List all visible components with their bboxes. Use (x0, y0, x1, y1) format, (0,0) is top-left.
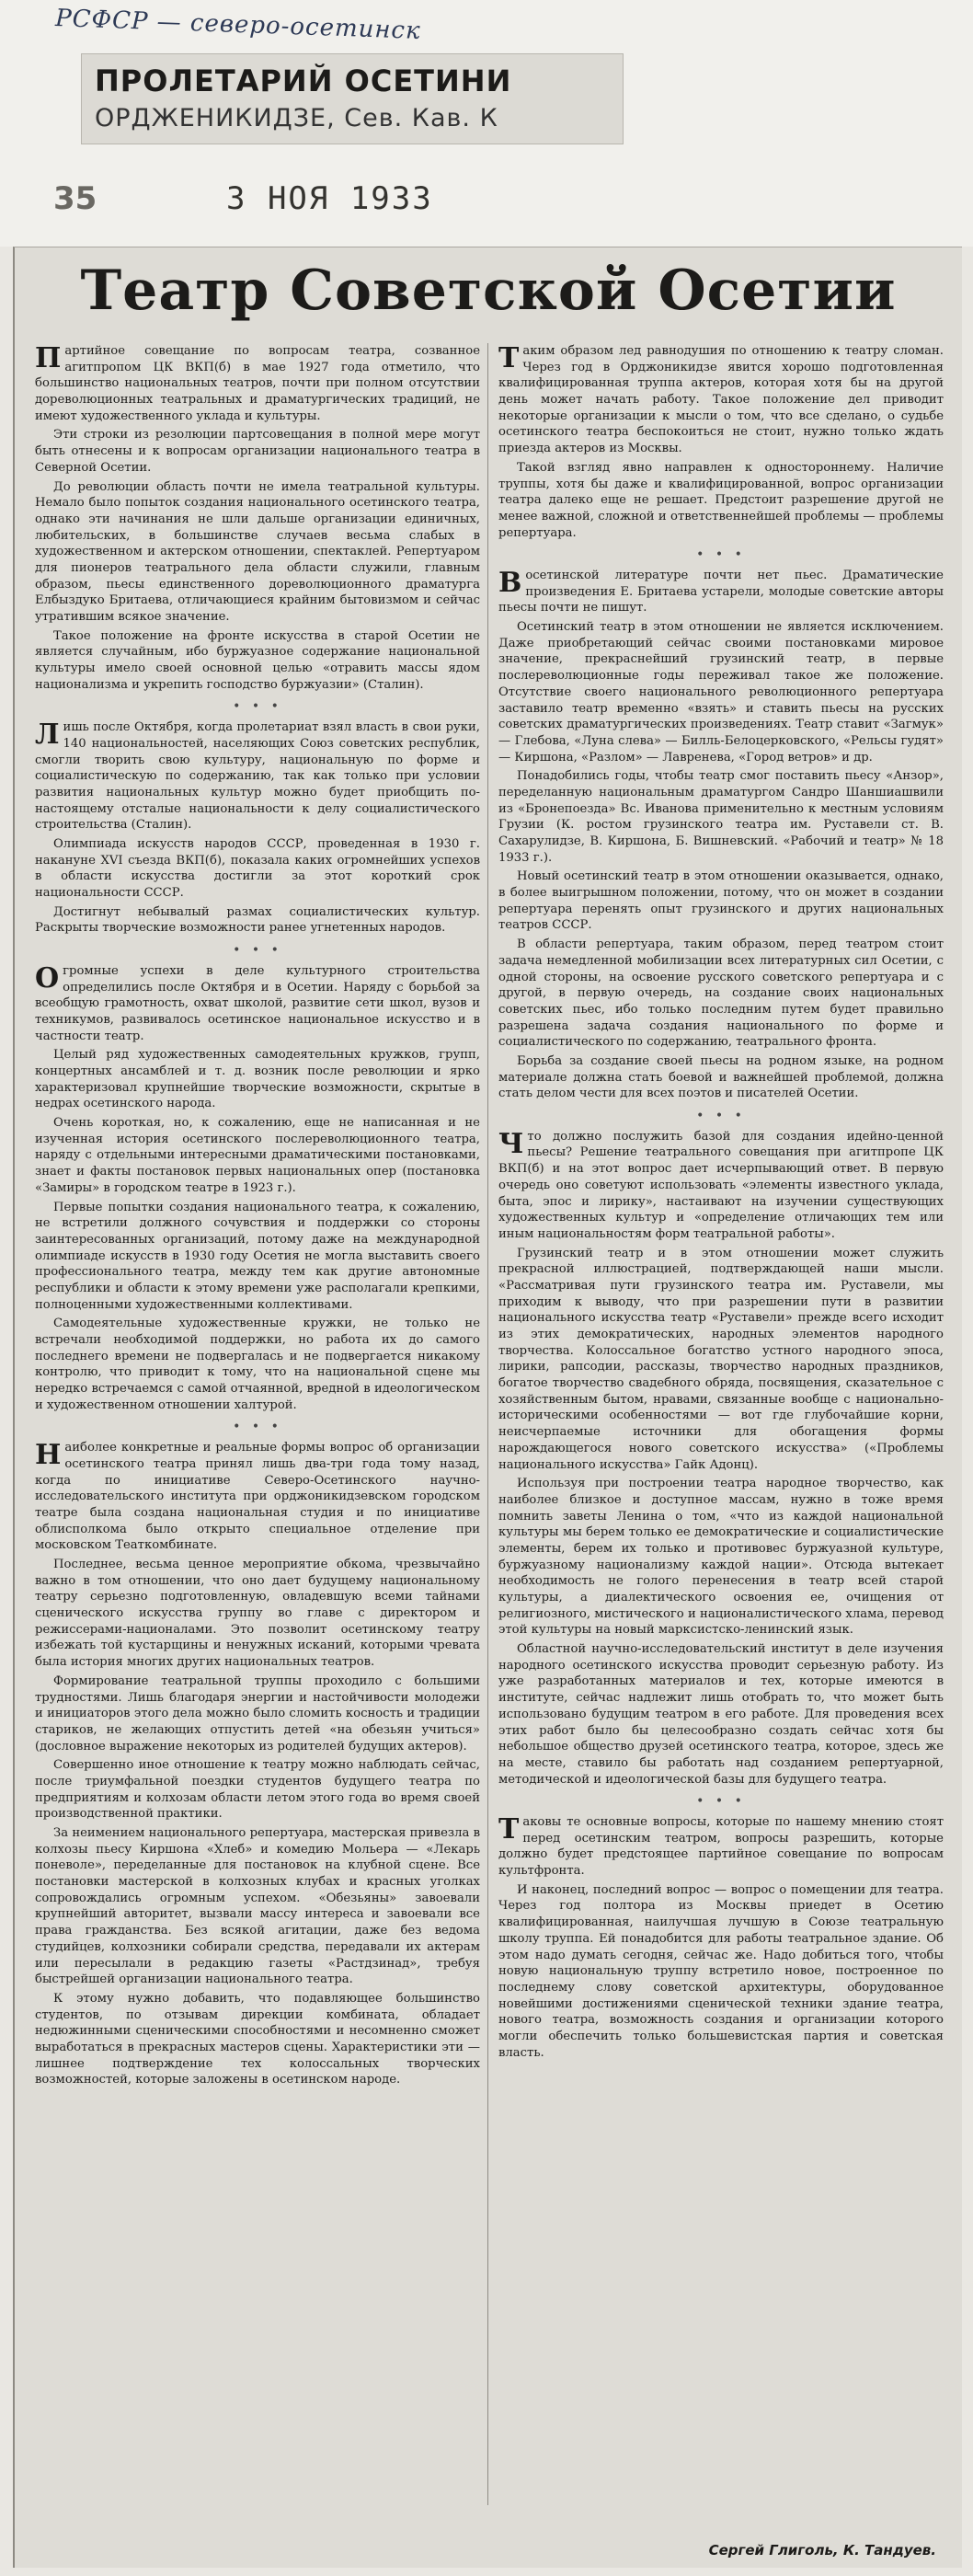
article-signature: Сергей Глиголь, К. Тандуев. (708, 2542, 936, 2559)
paragraph: Целый ряд художественных самодеятельных кружков, групп, концертных ансамблей и т. д. возник после революции и ярко характеризовал крупнейшие творческие возможности, скрытые в недрах осетинского народа. (35, 1048, 480, 1111)
paragraph: Что должно послужить базой для создания идейно-ценной пьесы? Решение театрального совещания при агитпропе ЦК ВКП(б) и на этот вопрос дает исчерпывающий ответ. В первую очередь оно советуют использовать «элементы известного уклада, быта, эпос и лирику», настаивают на изучении существующих художественных культур и «определение отличающих тем или иным национальностям форм театральной работы». (498, 1127, 944, 1241)
paragraph: К этому нужно добавить, что подавляющее большинство студентов, по отзывам дирекции комбината, обладает недюжинными сценическими способностями и несомненно сможет выработаться в прекрасных мастеров сцены. Характеристики эти — лишнее подтверждение тех колоссальных творческих возможностей, которые заложены в осетинском народе. (35, 1991, 480, 2087)
paragraph: Партийное совещание по вопросам театра, созванное агитпропом ЦК ВКП(б) в мае 1927 года отметило, что большинство национальных театров, почти при полном отсутствии дореволюционных театральных и драматургических традиций, не имеют художественного уклада и культуры. (35, 342, 480, 423)
clipping-header (0, 0, 973, 247)
paragraph: Олимпиада искусств народов СССР, проведенная в 1930 г. накануне XVI съезда ВКП(б), показала каких огромнейших успехов в области искусства достигли за этот короткий срок национальности СССР. (35, 837, 480, 901)
left-column (35, 343, 480, 2091)
section-mark: • • • (696, 1109, 746, 1123)
paragraph: Последнее, весьма ценное мероприятие обкома, чрезвычайно важно в том отношении, что оно дает будущему национальному театру серьезно подготовленную, овладевшую всеми тайнами сценического искусства группу во главе с директором и режиссерами-националами. Это позволит осетинскому театру избежать той кустарщины и ненужных исканий, которыми чревата была история многих других национальных театров. (35, 1558, 480, 1670)
article (13, 247, 962, 2568)
paragraph: До революции область почти не имела театральной культуры. Немало было попыток создания национального осетинского театра, однако эти начинания не шли дальше организации единичных, любительских, в большинстве случаев весьма слабых в художественном и актерском отношении, спектаклей. Репертуаром для пионеров театрального дела области служили, главным образом, пьесы единственного дореволюционного драматурга Елбыздуко Бритаева, отличающиеся крайним бытовизмом и сейчас утратившим всякое значение. (35, 479, 480, 624)
section-mark: • • • (233, 943, 282, 959)
paragraph: Наиболее конкретные и реальные формы вопрос об организации осетинского театра принял лишь два-три года тому назад, когда по инициативе Северо-Осетинского научно-исследовательского института при орджоникидзевском городском театре была создана национальная студия и по инициативе облисполкома было открыто специальное отделение при московском Театкомбинате. (35, 1439, 480, 1553)
right-column (498, 343, 944, 2064)
paragraph: Такое положение на фронте искусства в старой Осетии не является случайным, ибо буржуазное содержание национальной культуры имело своей основной целью «отравить массы ядом национализма и укрепить господство буржуазии» (Сталин). (35, 628, 480, 692)
paragraph: Совершенно иное отношение к театру можно наблюдать сейчас, после триумфальной поездки студентов будущего театра по предприятиям и колхозам области летом этого года во время своей производственной практики. (35, 1758, 480, 1822)
section-mark: • • • (233, 699, 282, 715)
paragraph: Первые попытки создания национального театра, к сожалению, не встретили должного сочувствия и поддержки со стороны заинтересованных организаций, потому даже на международной олимпиаде искусств в 1930 году Осетия не могла выставить своего профессионального театра, между тем как другие автономные республики и области к этому времени уже располагали крепкими, полноценными художественными коллективами. (35, 1200, 480, 1312)
section-mark: • • • (233, 1420, 282, 1435)
paragraph: Новый осетинский театр в этом отношении оказывается, однако, в более выигрышном положении, потому, что он может в создании репертуара перенять опыт грузинского и других национальных театров СССР. (498, 869, 944, 933)
newspaper-title: ПРОЛЕТАРИЙ ОСЕТИНИ (95, 63, 512, 98)
section-mark: • • • (696, 547, 746, 563)
paragraph: Лишь после Октября, когда пролетариат взял власть в свои руки, 140 национальностей, населяющих Союз советских республик, смогли творить свою культуру, национальную по форме и социалистическую по содержанию, так как только при условии развития национальных культур можно будет приобщить по-настоящему отсталые национальности к делу социалистического строительства (Сталин). (35, 719, 480, 833)
paragraph: Таковы те основные вопросы, которые по нашему мнению стоят перед осетинским театром, вопросы разрешить, которые должно будет предстоящее партийное совещание по вопросам культфронта. (498, 1813, 944, 1879)
archive-number: 35 (53, 180, 97, 217)
paragraph: Восетинской литературе почти нет пьес. Драматические произведения Е. Бритаева устарели, молодые советские авторы пьесы почти не пишут. (498, 567, 944, 615)
paragraph: Огромные успехи в деле культурного строительства определились после Октября и в Осетии. Наряду с борьбой за всеобщую грамотность, охват школой, развитие сети школ, вузов и техникумов, развивалось осетинское национальное искусство и в частности театр. (35, 961, 480, 1043)
newspaper-masthead (81, 53, 624, 144)
paragraph: В области репертуара, таким образом, перед театром стоит задача немедленной мобилизации всех литературных сил Осетии, с одной стороны, на освоение русского советского репертуара и с другой, в первую очередь, на создание своих национальных советских пьес, ибо только последним путем будет правильно разрешена задача создания национального по форме и социалистического по содержанию, театрального фронта. (498, 937, 944, 1050)
paragraph: Борьба за создание своей пьесы на родном языке, на родном материале должна стать боевой и важнейшей проблемой, должна стать делом чести для всех поэтов и писателей Осетии. (498, 1053, 944, 1101)
paragraph: Используя при построении театра народное творчество, как наиболее близкое и доступное массам, нужно в тоже время помнить заветы Ленина о том, «что из каждой национальной культуры мы берем только ее демократические и социалистические элементы, берем их только и противовес буржуазной культуре, буржуазному национализму каждой нации». Отсюда вытекает необходимость не голого перенесения в театр всей старой культуры, а диалектического освоения ее, очищения от религиозного, мистического и националистического хлама, перевод этой культуры на новый марксистско-ленинский язык. (498, 1477, 944, 1638)
column-rule (487, 343, 488, 2505)
paragraph: Самодеятельные художественные кружки, не только не встречали необходимой поддержки, но работа их до самого последнего времени не подвергалась и не подвергается никакому контролю, что приводит к тому, что на национальной сцене мы нередко встречаемся с самой отчаянной, вредной в идеологическом и художественном отношении халтурой. (35, 1317, 480, 1412)
paragraph: И наконец, последний вопрос — вопрос о помещении для театра. Через год полтора из Москвы приедет в Осетию квалифицированная, наилучшая лучшую в Союзе театральную школу труппа. Ей понадобится для работы театральное здание. Об этом надо думать сегодня, сейчас же. Надо добиться того, чтобы новую национальную труппу встретило новое, построенное по последнему слову советской архитектуры, оборудованное новейшими достижениями сценической техники здание театра, нового театра, возможность создания и организации которого могли обеспечить только большевистская партия и советская власть. (498, 1882, 944, 2060)
paragraph: Достигнут небывалый размах социалистических культур. Раскрыты творческие возможности ранее угнетенных народов. (35, 904, 480, 936)
article-headline: Театр Советской Осетии (80, 259, 897, 323)
handwritten-note: РСФСР — северо-осетинск (54, 5, 422, 45)
section-mark: • • • (696, 1794, 746, 1810)
paragraph: Понадобились годы, чтобы театр смог поставить пьесу «Анзор», переделанную национальным драматургом Сандро Шаншиашвили из «Бронепоезда» Вс. Иванова применительно к местным условиям Грузии (К. ростом грузинского театра им. Руставели ст. В. Сахарулидзе, В. Киршона, Б. Вишневский. «Рабочий и театр» № 18 1933 г.). (498, 769, 944, 865)
newspaper-place: ОРДЖЕНИКИДЗЕ, Сев. Кав. К (95, 104, 498, 132)
paragraph: Грузинский театр и в этом отношении может служить прекрасной иллюстрацией, подтверждающей наши мысли. «Рассматривая пути грузинского театра им. Руставели, мы приходим к выводу, что при разрешении пути в развитии национального искусства театр «Руставели» прежде всего исходит из этих демократических, народных элементов народного творчества. Колоссальное богатство устного народного эпоса, лирики, рапсодии, рассказы, творчество народных праздников, богатое творчество свадебного обряда, посвящения, сказательное с хозяйственным бытом, нравами, связанные вообще с национально-историческими особенностями — вот где глубочайшие корни, неисчерпаемые источники для обогащения формы нарождающегося нового советского искусства» («Проблемы национального искусства» Гайк Адонц). (498, 1246, 944, 1472)
paragraph: Таким образом лед равнодушия по отношению к театру сломан. Через год в Орджоникидзе явится хорошо подготовленная квалифицированная труппа актеров, которая хотя бы на другой день может начать работу. Такое положение дел приводит некоторые организации к мысли о том, что все сделано, о судьбе осетинского театра беспокоиться не стоит, нужно только ждать приезда актеров из Москвы. (498, 342, 944, 456)
paragraph: Очень короткая, но, к сожалению, еще не написанная и не изученная история осетинского послереволюционного театра, наряду с отдельными интересными драматическими постановками, знает и факты постановок первых национальных опер (постановка «Замиры» в городском театре в 1923 г.). (35, 1116, 480, 1195)
paragraph: Такой взгляд явно направлен к одностороннему. Наличие труппы, хотя бы даже и квалифицированной, вопрос организации театра далеко еще не решает. Предстоит разрешение другой не менее важной, сложной и ответственнейшей проблемы — проблемы репертуара. (498, 460, 944, 540)
paragraph: Осетинский театр в этом отношении не является исключением. Даже приобретающий сейчас своими постановками мировое значение, прекраснейший грузинский театр, в первые послереволюционные годы переживал такое же положение. Отсутствие своего национального революционного репертуара заставило театр временно «взять» и ставить пьесы на русских советских драматургических произведениях. Театр ставит «Загмук» — Глебова, «Луна слева» — Билль-Белоцерковского, «Рельсы гудят» — Киршона, «Разлом» — Лавренева, «Город ветров» и др. (498, 620, 944, 765)
date-stamp: 3 НОЯ 1933 (226, 180, 433, 217)
paragraph: За неимением национального репертуара, мастерская привезла в колхозы пьесу Киршона «Хлеб» и комедию Мольера — «Лекарь поневоле», переделанные для постановок на клубной сцене. Все постановки мастерской в колхозных клубах и красных уголках сопровождались огромным успехом. «Обезьяны» завоевали крупнейший авторитет, вызвали массу интереса и завоевали все права гражданства. Без всякой агитации, даже без ведома студийцев, колхозники собирали средства, передавали их актерам или пересылали в редакцию газеты «Растдзинад», требуя быстрейшей организации национального театра. (35, 1826, 480, 1987)
paragraph: Формирование театральной труппы проходило с большими трудностями. Лишь благодаря энергии и настойчивости молодежи и инициаторов этого дела можно было сломить косность и традиции стариков, не желающих отпустить детей «на обезьян учиться» (дословное выражение некоторых из родителей будущих актеров). (35, 1673, 480, 1754)
paragraph: Областной научно-исследовательский институт в деле изучения народного осетинского искусства проводит серьезную работу. Из уже разработанных материалов и тех, которые имеются в институте, сейчас надлежит лишь отобрать то, что может быть использовано будущим театром в его работе. Для проведения всех этих работ было бы целесообразно создать сейчас хотя бы небольшое общество друзей осетинского театра, которое, здесь же на месте, ставило бы работать над созданием репертуарной, методической и идеологической базы для будущего театра. (498, 1642, 944, 1787)
paragraph: Эти строки из резолюции партсовещания в полной мере могут быть отнесены и к вопросам организации национального театра в Северной Осетии. (35, 428, 480, 475)
